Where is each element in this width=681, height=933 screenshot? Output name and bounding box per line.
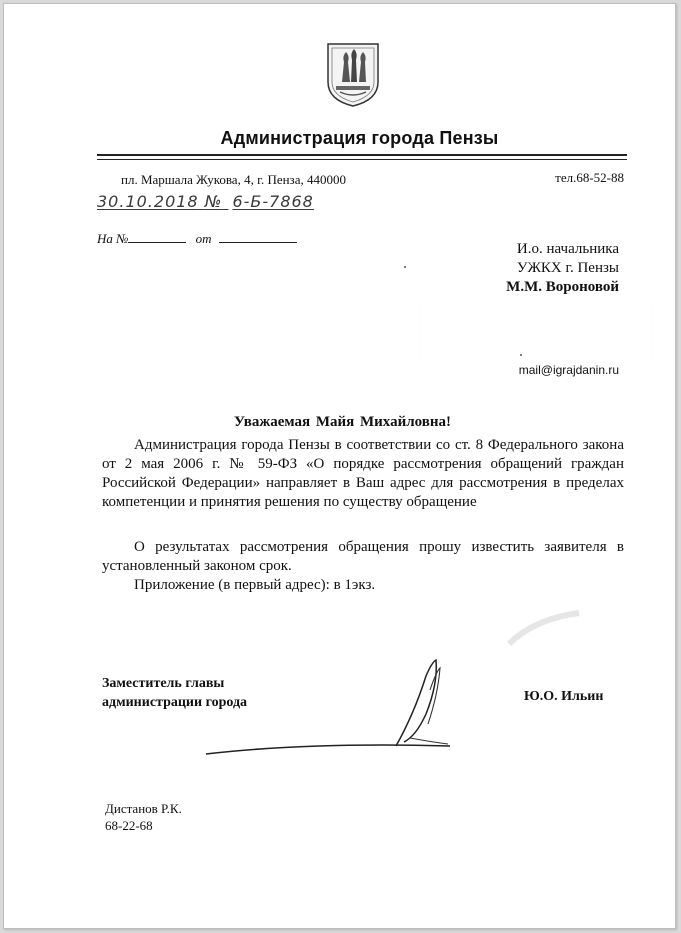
recipient-email: mail@igrajdanin.ru — [518, 363, 619, 377]
recipient-position: И.о. начальника — [516, 241, 619, 257]
organization-phone: тел.68-52-88 — [555, 170, 624, 185]
executor-phone: 68-22-68 — [105, 818, 153, 833]
executor-block — [105, 800, 182, 834]
recipient-department: УЖКХ г. Пензы — [516, 260, 619, 276]
header-rule-thick — [97, 154, 627, 156]
body-paragraph-2: О результатах рассмотрения обращения прошу известить заявителя в установленный законом срок. — [102, 539, 624, 574]
redacted-applicant — [94, 519, 226, 537]
signatory-title-line-1: Заместитель главы — [102, 676, 225, 691]
reference-prefix: На № — [97, 231, 129, 246]
letter-body — [102, 436, 624, 512]
scan-speck — [520, 354, 522, 356]
recipient-block — [506, 240, 619, 297]
header-rule-thin — [97, 159, 627, 160]
salutation: Уважаемая Майя Михайловна! — [233, 414, 452, 430]
reference-line — [97, 231, 297, 247]
reference-from: от — [195, 231, 212, 246]
coat-of-arms-icon — [322, 38, 384, 108]
outgoing-date: 30.10.2018 — [97, 192, 199, 211]
outgoing-number: 6-Б-7868 — [232, 192, 314, 211]
body-paragraph-1: Администрация города Пензы в соответствии со ст. 8 Федерального закона от 2 мая 2006 г. № 59-ФЗ «О порядке рассмотрения обращений граждан Российской Федерации» направляет в Ваш адрес для рассмотрения в пределах компетенции и принятия решения по существу обращение — [102, 437, 624, 510]
outgoing-date-number — [97, 192, 314, 211]
signatory-name: Ю.О. Ильин — [524, 689, 604, 704]
signatory-title-line-2: администрации города — [102, 695, 248, 710]
reference-date-blank — [219, 232, 297, 243]
redacted-address-block — [420, 298, 651, 362]
organization-address: пл. Маршала Жукова, 4, г. Пенза, 440000 — [121, 172, 346, 187]
letter-page — [3, 3, 676, 929]
body-paragraph-3: Приложение (в первый адрес): в 1экз. — [134, 577, 376, 593]
outgoing-number-label: № — [204, 192, 223, 211]
letter-body-continued — [102, 538, 624, 595]
reference-number-blank — [128, 232, 186, 243]
executor-name: Дистанов Р.К. — [105, 801, 182, 816]
handwritten-signature-icon — [200, 654, 490, 764]
scan-speck — [404, 266, 406, 268]
recipient-name: М.М. Вороновой — [506, 279, 619, 295]
scan-smudge — [504, 609, 584, 649]
organization-title: Администрация города Пензы — [220, 128, 499, 148]
